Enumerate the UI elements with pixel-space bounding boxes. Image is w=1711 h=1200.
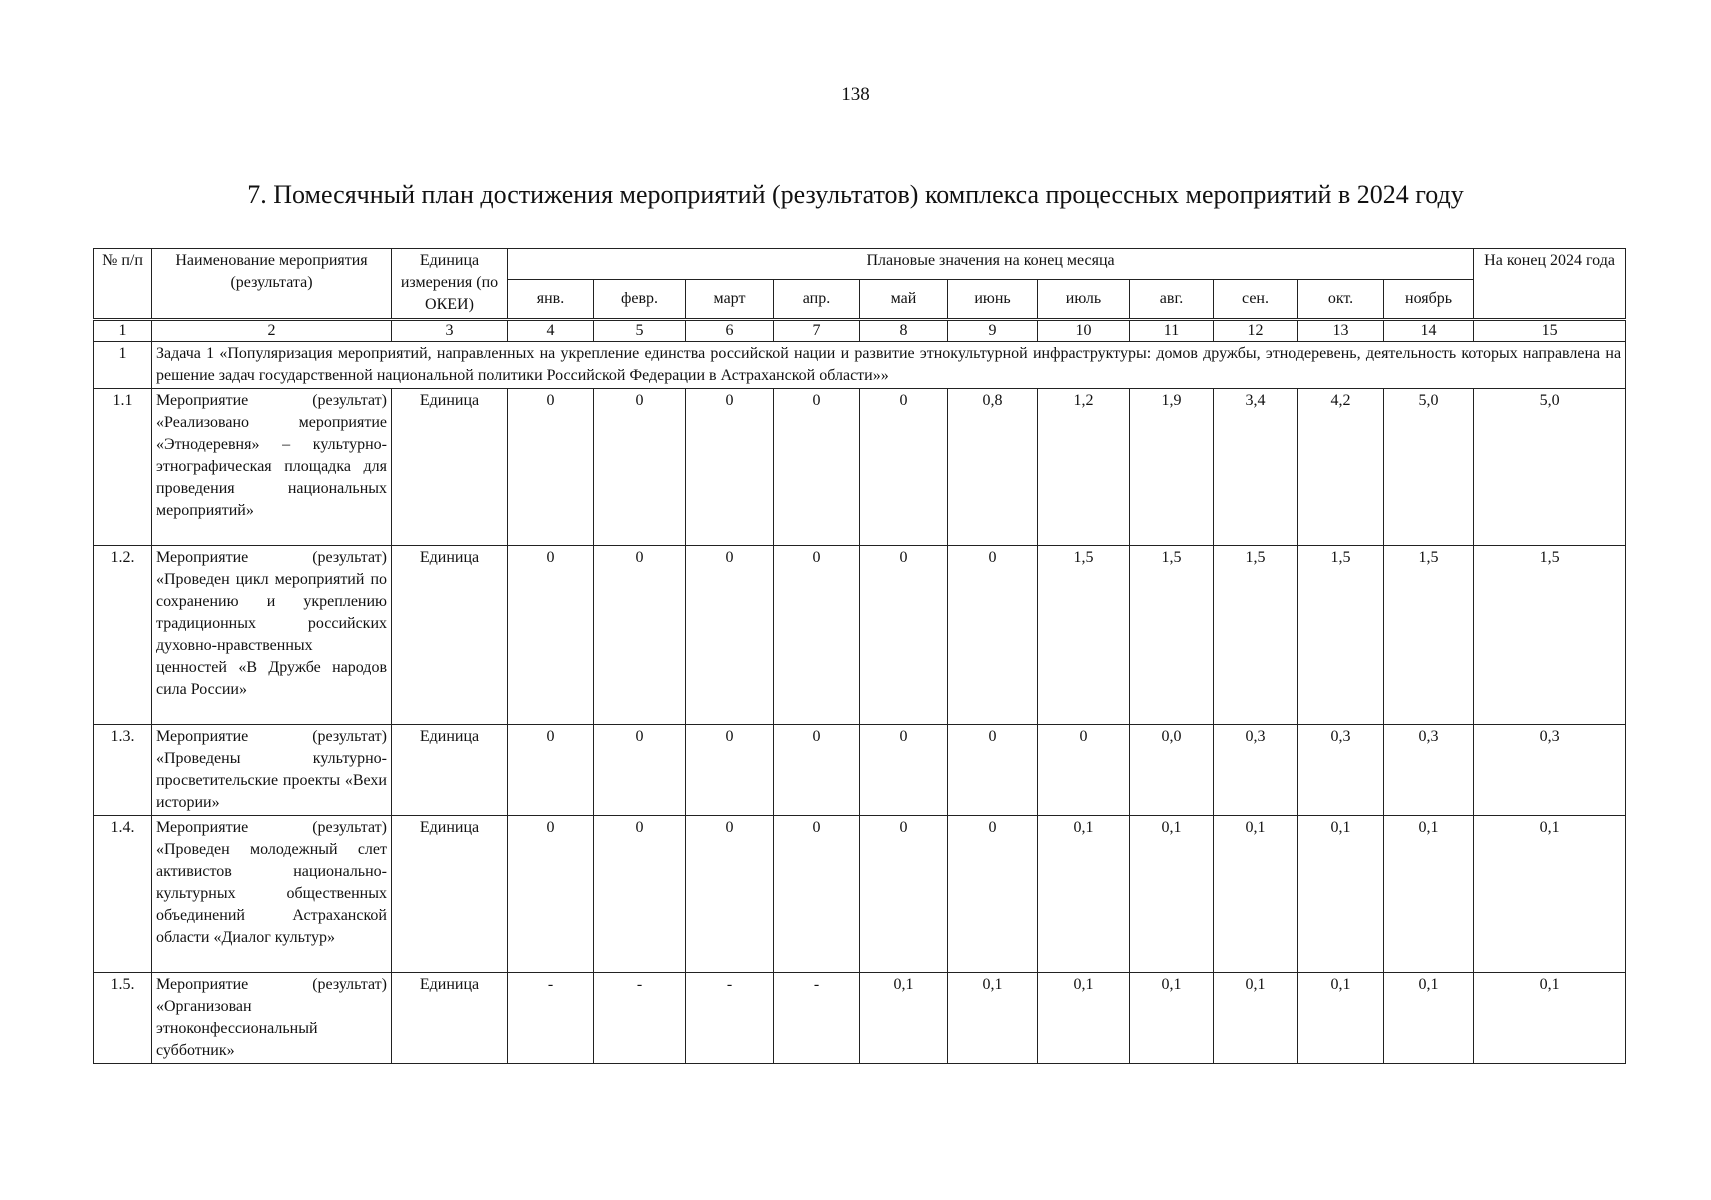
- table-row: [94, 816, 1626, 973]
- month-header: апр.: [774, 280, 860, 320]
- month-header: июнь: [948, 280, 1038, 320]
- row-num: 1.5.: [94, 973, 152, 1064]
- month-value: 1,9: [1130, 389, 1214, 546]
- month-header: июль: [1038, 280, 1130, 320]
- month-value: 1,5: [1298, 546, 1384, 725]
- month-value: 0,1: [1214, 816, 1298, 973]
- column-number: 14: [1384, 320, 1474, 342]
- column-number: 9: [948, 320, 1038, 342]
- month-value: 0,3: [1214, 725, 1298, 816]
- column-number: 10: [1038, 320, 1130, 342]
- month-value: 3,4: [1214, 389, 1298, 546]
- month-value: 0: [774, 546, 860, 725]
- month-header: окт.: [1298, 280, 1384, 320]
- column-number: 2: [152, 320, 392, 342]
- row-name: Мероприятие (результат) «Проведены культурно-просветительские проекты «Вехи истории»: [152, 725, 392, 816]
- table-row: [94, 725, 1626, 816]
- month-value: 0: [860, 816, 948, 973]
- month-value: 0: [860, 725, 948, 816]
- month-value: 0: [860, 546, 948, 725]
- monthly-plan-table: [93, 248, 1626, 1064]
- month-value: 0,1: [1298, 973, 1384, 1064]
- month-header: ноябрь: [1384, 280, 1474, 320]
- column-number: 4: [508, 320, 594, 342]
- month-value: 0,1: [1384, 816, 1474, 973]
- row-num: 1.4.: [94, 816, 152, 973]
- month-value: 1,5: [1130, 546, 1214, 725]
- month-value: 0: [948, 725, 1038, 816]
- month-value: 0: [948, 816, 1038, 973]
- month-value: 0,1: [1384, 973, 1474, 1064]
- month-value: 0: [774, 725, 860, 816]
- column-number-row: [94, 320, 1626, 342]
- month-value: 0,1: [948, 973, 1038, 1064]
- row-unit: Единица: [392, 725, 508, 816]
- month-header: авг.: [1130, 280, 1214, 320]
- year-end-value: 0,3: [1474, 725, 1626, 816]
- row-num: 1.1: [94, 389, 152, 546]
- month-value: 0: [948, 546, 1038, 725]
- month-value: 1,2: [1038, 389, 1130, 546]
- year-end-value: 0,1: [1474, 816, 1626, 973]
- month-header: сен.: [1214, 280, 1298, 320]
- month-value: 0,1: [860, 973, 948, 1064]
- month-value: -: [774, 973, 860, 1064]
- row-unit: Единица: [392, 816, 508, 973]
- column-number: 13: [1298, 320, 1384, 342]
- month-value: 0: [508, 816, 594, 973]
- table-row: [94, 546, 1626, 725]
- month-value: 0: [686, 546, 774, 725]
- row-unit: Единица: [392, 389, 508, 546]
- month-value: 0,1: [1214, 973, 1298, 1064]
- month-value: 0,1: [1130, 816, 1214, 973]
- column-number: 5: [594, 320, 686, 342]
- row-name: Мероприятие (результат) «Проведен цикл мероприятий по сохранению и укреплению традиционных российских духовно-нравственных ценностей «В Дружбе народов сила России»: [152, 546, 392, 725]
- month-value: 4,2: [1298, 389, 1384, 546]
- page-number: 138: [841, 84, 870, 105]
- month-value: 0,1: [1038, 816, 1130, 973]
- month-value: 0,1: [1130, 973, 1214, 1064]
- column-number: 6: [686, 320, 774, 342]
- column-number: 12: [1214, 320, 1298, 342]
- month-value: 1,5: [1384, 546, 1474, 725]
- column-number: 8: [860, 320, 948, 342]
- month-header: февр.: [594, 280, 686, 320]
- month-value: 0,1: [1298, 816, 1384, 973]
- header-plan: Плановые значения на конец месяца: [508, 249, 1474, 280]
- header-end: На конец 2024 года: [1474, 249, 1626, 320]
- row-num: 1.2.: [94, 546, 152, 725]
- row-name: Мероприятие (результат) «Реализовано мероприятие «Этнодеревня» – культурно-этнографическая площадка для проведения национальных мероприятий»: [152, 389, 392, 546]
- document-title: 7. Помесячный план достижения мероприятий (результатов) комплекса процессных мероприятий в 2024 году: [247, 180, 1464, 209]
- month-value: 0: [774, 816, 860, 973]
- header-num: № п/п: [94, 249, 152, 320]
- year-end-value: 1,5: [1474, 546, 1626, 725]
- year-end-value: 0,1: [1474, 973, 1626, 1064]
- month-value: 5,0: [1384, 389, 1474, 546]
- task-num: 1: [94, 342, 152, 389]
- month-value: 0: [508, 546, 594, 725]
- month-value: 1,5: [1214, 546, 1298, 725]
- column-number: 7: [774, 320, 860, 342]
- month-value: 0,1: [1038, 973, 1130, 1064]
- task-text: Задача 1 «Популяризация мероприятий, направленных на укрепление единства российской нации и развитие этнокультурной инфраструктуры: домов дружбы, этнодеревень, деятельность которых направлена на решение задач государственной национальной политики Российской Федерации в Астраханской области»»: [152, 342, 1626, 389]
- month-value: -: [508, 973, 594, 1064]
- month-value: 0,3: [1384, 725, 1474, 816]
- column-number: 1: [94, 320, 152, 342]
- month-value: 0: [508, 389, 594, 546]
- row-unit: Единица: [392, 973, 508, 1064]
- month-value: 0,8: [948, 389, 1038, 546]
- month-value: 0,3: [1298, 725, 1384, 816]
- row-num: 1.3.: [94, 725, 152, 816]
- month-header: янв.: [508, 280, 594, 320]
- year-end-value: 5,0: [1474, 389, 1626, 546]
- row-name: Мероприятие (результат) «Организован этноконфессиональный субботник»: [152, 973, 392, 1064]
- table-row: [94, 389, 1626, 546]
- column-number: 15: [1474, 320, 1626, 342]
- month-value: 0: [686, 389, 774, 546]
- month-header: май: [860, 280, 948, 320]
- column-number: 3: [392, 320, 508, 342]
- month-header: март: [686, 280, 774, 320]
- row-unit: Единица: [392, 546, 508, 725]
- task-row: [94, 342, 1626, 389]
- month-value: 0: [860, 389, 948, 546]
- month-value: 0: [594, 546, 686, 725]
- month-value: 0,0: [1130, 725, 1214, 816]
- month-value: 1,5: [1038, 546, 1130, 725]
- month-value: 0: [1038, 725, 1130, 816]
- header-unit: Единица измерения (по ОКЕИ): [392, 249, 508, 320]
- month-value: 0: [594, 816, 686, 973]
- header-row: [94, 249, 1626, 280]
- month-value: 0: [594, 725, 686, 816]
- month-value: -: [594, 973, 686, 1064]
- month-value: 0: [686, 725, 774, 816]
- month-value: 0: [508, 725, 594, 816]
- month-value: 0: [774, 389, 860, 546]
- table-row: [94, 973, 1626, 1064]
- row-name: Мероприятие (результат) «Проведен молодежный слет активистов национально-культурных общественных объединений Астраханской области «Диалог культур»: [152, 816, 392, 973]
- column-number: 11: [1130, 320, 1214, 342]
- header-name: Наименование мероприятия (результата): [152, 249, 392, 320]
- month-value: 0: [686, 816, 774, 973]
- month-value: -: [686, 973, 774, 1064]
- month-value: 0: [594, 389, 686, 546]
